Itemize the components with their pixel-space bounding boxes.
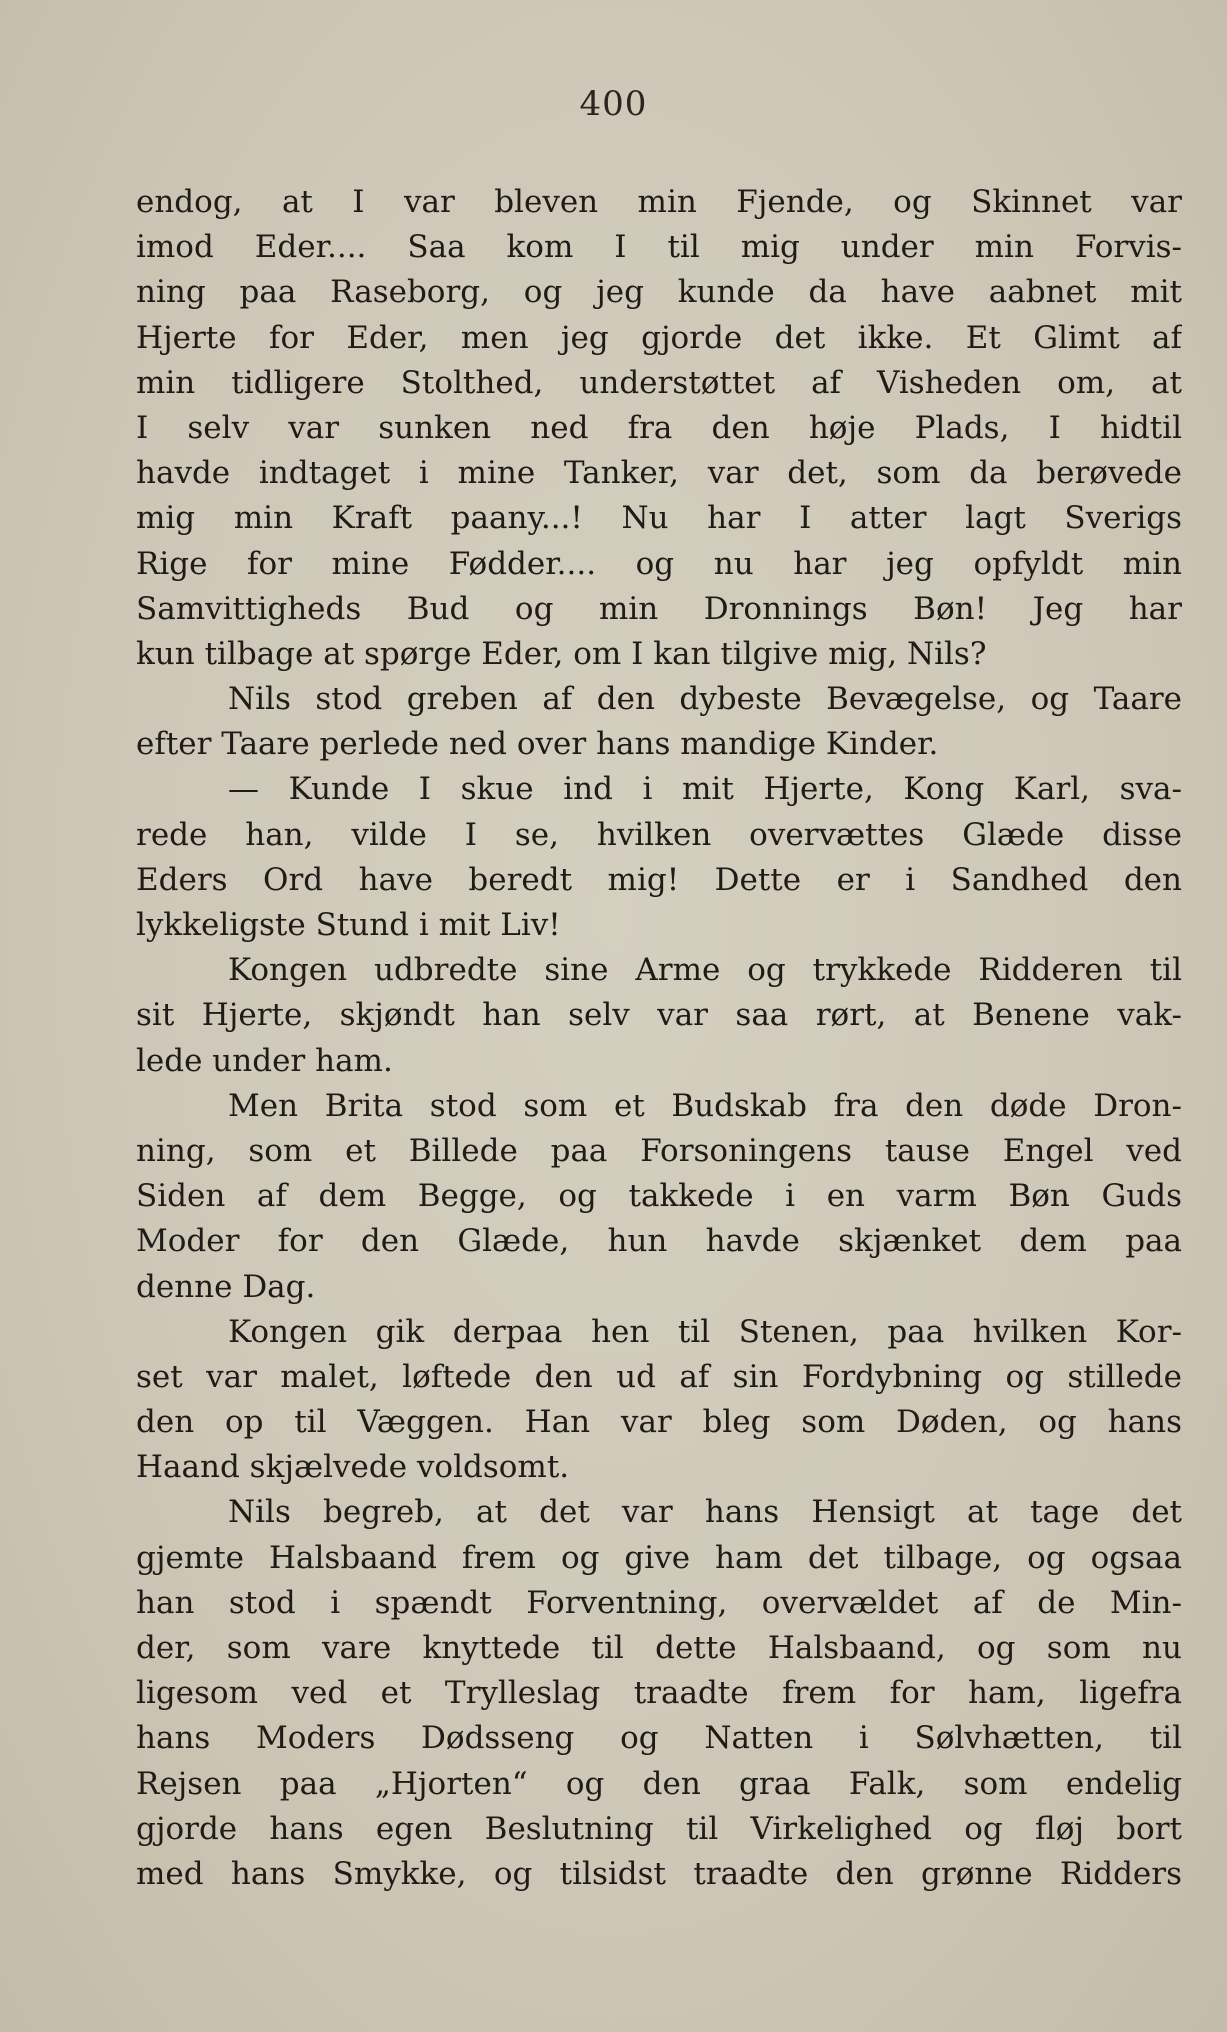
text-line: Rejsen paa „Hjorten“ og den graa Falk, som endelig (136, 1765, 1182, 1802)
text-line: han stod i spændt Forventning, overvældet af de Min- (136, 1584, 1182, 1621)
text-line: Men Brita stod som et Budskab fra den døde Dron- (228, 1087, 1182, 1124)
text-line: I selv var sunken ned fra den høje Plads, I hidtil (136, 409, 1182, 446)
text-line: mig min Kraft paany...! Nu har I atter lagt Sverigs (136, 500, 1182, 537)
text-line: hans Moders Dødsseng og Natten i Sølvhætten, til (136, 1720, 1182, 1757)
text-line: ligesom ved et Trylleslag traadte frem for ham, ligefra (136, 1675, 1182, 1712)
text-line: der, som vare knyttede til dette Halsbaand, og som nu (136, 1630, 1182, 1666)
text-line: Kongen udbredte sine Arme og trykkede Ridderen til (228, 952, 1182, 989)
text-line: ning, som et Billede paa Forsoningens tause Engel ved (136, 1132, 1182, 1169)
text-line: imod Eder.... Saa kom I til mig under min Forvis- (136, 229, 1182, 266)
text-line: ning paa Raseborg, og jeg kunde da have aabnet mit (136, 274, 1182, 311)
text-line: denne Dag. (136, 1268, 316, 1305)
text-line: sit Hjerte, skjøndt han selv var saa rørt, at Benene vak- (136, 997, 1182, 1034)
text-line: set var malet, løftede den ud af sin Fordybning og stillede (136, 1358, 1182, 1395)
text-line: rede han, vilde I se, hvilken overvættes Glæde disse (136, 816, 1182, 853)
text-line: Nils begreb, at det var hans Hensigt at tage det (228, 1494, 1182, 1531)
text-line: Nils stod greben af den dybeste Bevægelse, og Taare (228, 681, 1182, 718)
text-line: min tidligere Stolthed, understøttet af Visheden om, at (136, 364, 1182, 401)
text-line: lykkeligste Stund i mit Liv! (136, 907, 561, 943)
text-line: Hjerte for Eder, men jeg gjorde det ikke. Et Glimt af (136, 319, 1182, 356)
text-line: endog, at I var bleven min Fjende, og Skinnet var (136, 184, 1182, 220)
text-line: Kongen gik derpaa hen til Stenen, paa hvilken Kor- (228, 1313, 1182, 1350)
text-line: Rige for mine Fødder.... og nu har jeg opfyldt min (136, 545, 1182, 582)
text-line: Haand skjælvede voldsomt. (136, 1449, 570, 1486)
text-line: gjorde hans egen Beslutning til Virkelighed og fløj bort (136, 1810, 1182, 1847)
text-line: med hans Smykke, og tilsidst traadte den grønne Ridders (136, 1855, 1182, 1892)
body-text (136, 180, 1182, 1897)
text-line: Eders Ord have beredt mig! Dette er i Sandhed den (136, 861, 1182, 898)
text-line: Moder for den Glæde, hun havde skjænket dem paa (136, 1223, 1182, 1260)
text-line: Siden af dem Begge, og takkede i en varm Bøn Guds (136, 1178, 1182, 1215)
text-line: gjemte Halsbaand frem og give ham det tilbage, og ogsaa (136, 1539, 1182, 1576)
text-line: lede under ham. (136, 1042, 393, 1079)
page-number: 400 (579, 84, 648, 124)
text-line: den op til Væggen. Han var bleg som Døden, og hans (136, 1404, 1182, 1441)
text-line: Samvittigheds Bud og min Dronnings Bøn! Jeg har (136, 590, 1182, 627)
text-line: kun tilbage at spørge Eder, om I kan tilgive mig, Nils? (136, 635, 987, 672)
text-line: havde indtaget i mine Tanker, var det, som da berøvede (136, 455, 1182, 492)
text-line: efter Taare perlede ned over hans mandige Kinder. (136, 726, 939, 763)
text-line: — Kunde I skue ind i mit Hjerte, Kong Karl, sva- (228, 771, 1182, 808)
